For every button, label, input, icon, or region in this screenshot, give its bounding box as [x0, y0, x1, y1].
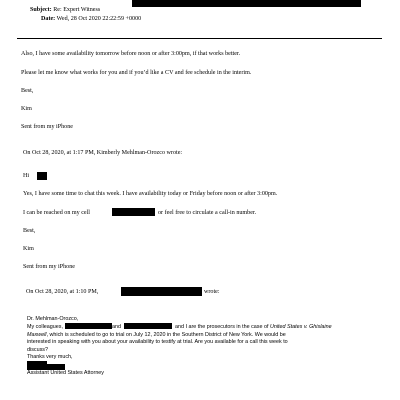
reply-line-1: Also, I have some availability tomorrow before noon or after 3:00pm, if that works better. — [21, 51, 241, 57]
redaction-phone — [112, 208, 155, 216]
quote2-signer-line — [27, 361, 382, 369]
quote1-name: Kim — [23, 246, 34, 252]
quote2-title: Assistant United States Attorney — [27, 369, 105, 376]
quote2-case-name: United States v. Ghislaine — [269, 324, 332, 331]
quote1-signature: Sent from my iPhone — [23, 264, 75, 270]
quote1-line-2-end: or feel free to circulate a call-in number. — [158, 210, 257, 216]
redaction-colleague-2 — [124, 323, 172, 329]
reply-line-2: Please let me know what works for you and if you’d like a CV and fee schedule in the interim. — [21, 70, 252, 76]
quote1-line-2-start: I can be reached on my cell — [23, 210, 90, 216]
quote2-body — [27, 316, 382, 377]
quote2-salutation: Dr. Mehlman-Orozco, — [27, 316, 79, 322]
quote2-body-line-1 — [27, 323, 382, 331]
quote2-body-line-3: interested in speaking with you about your availability to testify at trial. Are you available for a call this week to — [27, 339, 288, 346]
quote2-thanks: Thanks very much, — [27, 354, 73, 361]
subject-label: Subject: — [30, 7, 52, 13]
quote2-body-start: My colleagues, — [27, 324, 63, 331]
header-divider — [17, 38, 382, 39]
quote1-line-1: Yes, I have some time to chat this week. I have availability today or Friday before noon or after 3:00pm. — [23, 191, 278, 197]
reply-name: Kim — [21, 106, 32, 112]
quote1-greeting: Hi — [23, 173, 30, 179]
quote2-title-line — [27, 370, 382, 377]
redaction-colleague-1 — [65, 323, 112, 329]
quote1-greeting-line — [23, 173, 29, 180]
quote1-attribution: On Oct 28, 2020, at 1:17 PM, Kimberly Mehlman-Orozco wrote: — [23, 150, 183, 156]
quote2-case-name-2: Maxwell — [27, 331, 47, 338]
redaction-signer-name — [27, 364, 65, 370]
quote2-body-line-4: discuss? — [27, 346, 48, 353]
quote2-body-line-2 — [27, 332, 382, 339]
reply-signature: Sent from my iPhone — [21, 124, 73, 130]
redaction-bar — [132, 0, 361, 7]
redaction-sender — [121, 287, 202, 296]
quote1-closing: Best, — [23, 228, 36, 234]
reply-closing: Best, — [21, 88, 34, 94]
date-line — [41, 16, 141, 23]
date-value: Wed, 28 Oct 2020 22:22:59 +0000 — [56, 16, 142, 22]
date-label: Date: — [41, 16, 56, 22]
quote2-body-prosecutors: and I are the prosecutors in the case of — [174, 324, 269, 331]
quote2-body-and: and — [111, 324, 121, 331]
subject-value: Re: Expert Witness — [53, 7, 101, 13]
quote2-attribution-start: On Oct 28, 2020, at 1:10 PM, — [26, 289, 99, 295]
quote2-body-trial: , which is scheduled to go to trial on July 12, 2020 in the Southern District of New York. We would be — [46, 331, 286, 338]
redaction-greeting-name — [37, 172, 47, 180]
quote1-line-2 — [23, 210, 90, 217]
quote2-attribution-end: wrote: — [204, 289, 220, 295]
subject-line — [30, 7, 100, 14]
